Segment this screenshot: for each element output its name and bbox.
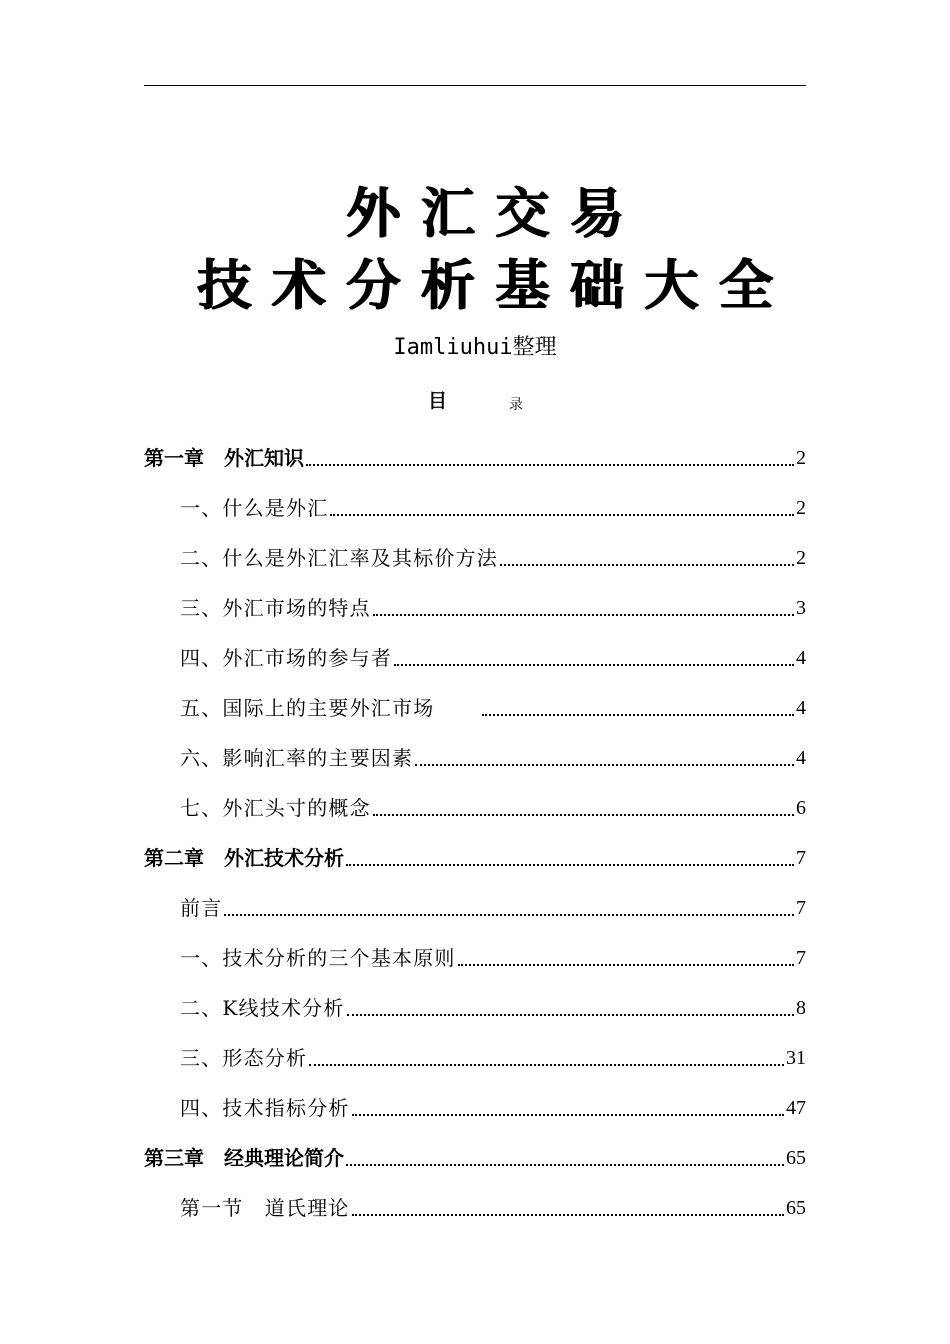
toc-leader-dots (500, 564, 794, 566)
toc-leader-dots (309, 1064, 784, 1066)
toc-entry-label: 五、国际上的主要外汇市场 (180, 696, 435, 720)
toc-entry-section[interactable] (180, 1022, 806, 1072)
toc-entry-page: 65 (786, 1147, 806, 1169)
toc-entry-label: 第二章 外汇技术分析 (144, 846, 344, 870)
toc-entry-page: 2 (796, 447, 806, 469)
document-title-line-1: 外汇交易 (346, 181, 645, 245)
toc-entry-page: 2 (796, 497, 806, 519)
toc-entry-page: 8 (796, 997, 806, 1019)
toc-leader-dots (394, 664, 794, 666)
toc-entry-label: 七、外汇头寸的概念 (180, 796, 371, 820)
toc-leader-dots (352, 1214, 784, 1216)
toc-entry-page: 4 (796, 747, 806, 769)
toc-entry-page: 3 (796, 597, 806, 619)
toc-entry-page: 7 (796, 947, 806, 969)
toc-entry-section[interactable] (180, 572, 806, 622)
toc-entry-label: 二、K线技术分析 (180, 996, 345, 1020)
toc-entry-chapter-3[interactable] (144, 1122, 806, 1172)
toc-entry-label: 第三章 经典理论简介 (144, 1146, 344, 1170)
toc-leader-dots (306, 464, 794, 466)
toc-leader-dots (373, 614, 794, 616)
toc-leader-dots (346, 864, 794, 866)
toc-entry-chapter-1[interactable] (144, 422, 806, 472)
toc-entry-page: 47 (786, 1097, 806, 1119)
toc-leader-dots (458, 964, 794, 966)
toc-entry-page: 7 (796, 847, 806, 869)
toc-entry-label: 四、技术指标分析 (180, 1096, 350, 1120)
toc-entry-label: 六、影响汇率的主要因素 (180, 746, 414, 770)
toc-heading-char-1: 目 (428, 390, 448, 412)
toc-entry-label: 三、外汇市场的特点 (180, 596, 371, 620)
toc-entry-section[interactable] (180, 1072, 806, 1122)
toc-entry-label: 二、什么是外汇汇率及其标价方法 (180, 546, 498, 570)
toc-entry-label: 四、外汇市场的参与者 (180, 646, 392, 670)
toc-entry-section[interactable] (180, 1172, 806, 1222)
toc-leader-dots (482, 714, 794, 716)
header-rule (144, 85, 806, 86)
toc-entry-page: 31 (786, 1047, 806, 1069)
toc-entry-section[interactable] (180, 672, 806, 722)
toc-entry-section[interactable] (180, 922, 806, 972)
toc-entry-chapter-2[interactable] (144, 822, 806, 872)
toc-leader-dots (373, 814, 794, 816)
toc-leader-dots (346, 1164, 784, 1166)
toc-leader-dots (352, 1114, 784, 1116)
toc-leader-dots (330, 514, 794, 516)
toc-entry-label: 三、形态分析 (180, 1046, 308, 1070)
toc-entry-page: 4 (796, 647, 806, 669)
toc-entry-label: 一、什么是外汇 (180, 496, 329, 520)
toc-entry-page: 7 (796, 897, 806, 919)
toc-entry-section[interactable] (180, 472, 806, 522)
toc-entry-section[interactable] (180, 972, 806, 1022)
toc-entry-page: 2 (796, 547, 806, 569)
toc-entry-page: 4 (796, 697, 806, 719)
toc-entry-section[interactable] (180, 622, 806, 672)
toc-entry-label: 第一节 道氏理论 (180, 1196, 350, 1220)
toc-entry-label: 一、技术分析的三个基本原则 (180, 946, 456, 970)
toc-leader-dots (224, 914, 794, 916)
toc-entry-section[interactable] (180, 872, 806, 922)
toc-leader-dots (347, 1014, 794, 1016)
toc-entry-section[interactable] (180, 522, 806, 572)
toc-entry-label: 第一章 外汇知识 (144, 446, 304, 470)
toc-entry-page: 6 (796, 797, 806, 819)
toc-heading-char-2: 录 (509, 397, 523, 413)
document-title-line-2: 技术分析基础大全 (197, 253, 794, 317)
toc-leader-dots (415, 764, 794, 766)
toc-heading (0, 386, 950, 416)
toc-entry-label: 前言 (180, 896, 223, 920)
toc-entry-page: 65 (786, 1197, 806, 1219)
toc-entry-section[interactable] (180, 722, 806, 772)
toc-entry-section[interactable] (180, 772, 806, 822)
author-credit: Iamliuhui整理 (393, 335, 557, 360)
